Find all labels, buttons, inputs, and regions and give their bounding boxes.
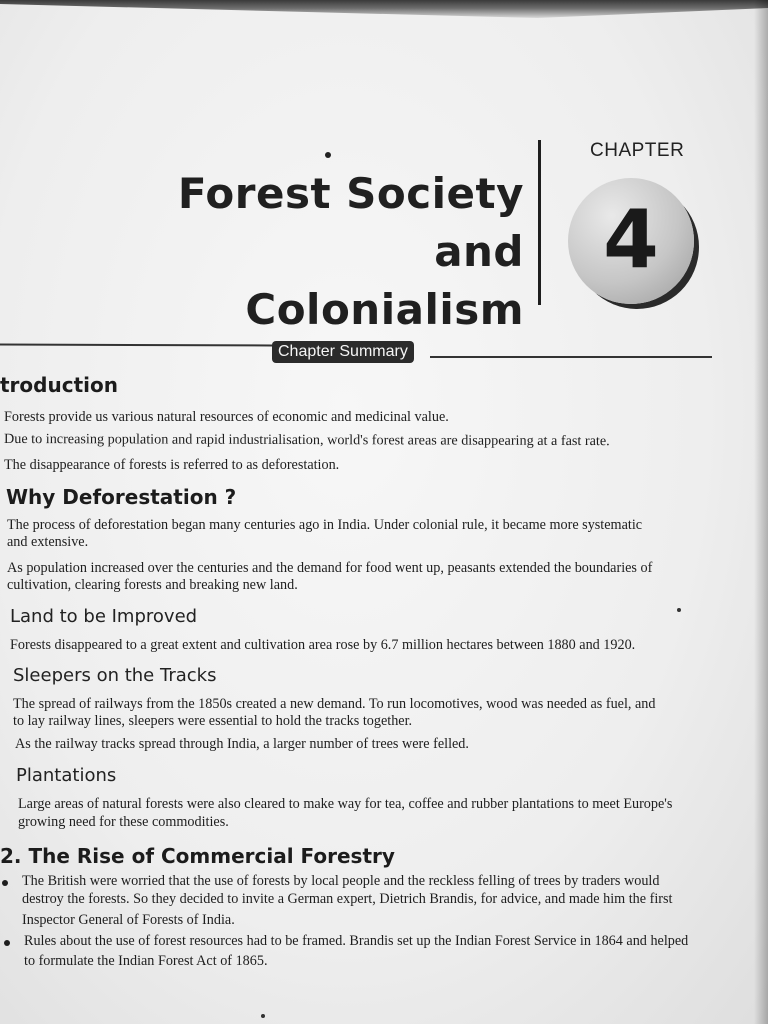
sleepers-p2: As the railway tracks spread through India, a larger number of trees were felled. <box>15 736 469 752</box>
land-improved-text: Forests disappeared to a great extent and cultivation area rose by 6.7 million hectares between 1880 and 1920. <box>10 637 636 653</box>
sleepers-p1-line-1: The spread of railways from the 1850s created a new demand. To run locomotives, wood was needed as fuel, and <box>13 696 656 712</box>
sleepers-p1-line-2: to lay railway lines, sleepers were essential to hold the tracks together. <box>13 713 413 729</box>
summary-rule-right <box>430 356 712 358</box>
chapter-number-badge <box>568 178 694 304</box>
summary-rule-left <box>0 344 272 346</box>
section-heading-commercial-forestry: 2. The Rise of Commercial Forestry <box>0 844 395 868</box>
forestry-bullet-1-line-3: Inspector General of Forests of India. <box>22 912 235 928</box>
page-speck <box>677 608 681 612</box>
section-heading-why-deforestation: Why Deforestation ? <box>6 485 237 509</box>
page-top-edge-shadow <box>0 0 768 20</box>
forestry-bullet-1-line-2: destroy the forests. So they decided to invite a German expert, Dietrich Brandis, for advice, and made him the first <box>22 891 673 907</box>
forestry-bullet-1-line-1: The British were worried that the use of forests by local people and the reckless felling of trees by traders would <box>22 873 660 889</box>
chapter-title-line-1: Forest Society and <box>177 169 524 276</box>
chapter-label: CHAPTER <box>590 140 685 161</box>
page-right-edge-shadow <box>754 0 768 1024</box>
why-deforestation-p1-line-2: and extensive. <box>7 534 89 550</box>
chapter-title-line-2: Colonialism <box>245 285 524 334</box>
subheading-land-to-be-improved: Land to be Improved <box>10 606 198 627</box>
intro-line-3: The disappearance of forests is referred to as deforestation. <box>4 457 340 473</box>
chapter-title <box>100 165 524 339</box>
plantations-line-1: Large areas of natural forests were also cleared to make way for tea, coffee and rubber plantations to meet Europe's <box>18 796 673 812</box>
intro-line-2: Due to increasing population and rapid industrialisation, world's forest areas are disappearing at a fast rate. <box>3 431 610 450</box>
why-deforestation-p2-line-1: As population increased over the centuries and the demand for food went up, peasants extended the boundaries of <box>7 560 653 576</box>
why-deforestation-p2-line-2: cultivation, clearing forests and breaking new land. <box>7 577 298 593</box>
section-heading-introduction: troduction <box>0 373 118 397</box>
title-ornament-dot <box>325 152 331 158</box>
forestry-bullet-2-line-1: Rules about the use of forest resources had to be framed. Brandis set up the Indian Forest Service in 1864 and helped <box>24 933 689 949</box>
plantations-line-2: growing need for these commodities. <box>18 814 229 830</box>
forestry-bullet-2-line-2: to formulate the Indian Forest Act of 1865. <box>24 953 268 969</box>
subheading-sleepers-on-the-tracks: Sleepers on the Tracks <box>13 665 217 686</box>
title-divider <box>538 140 541 305</box>
intro-line-1: Forests provide us various natural resources of economic and medicinal value. <box>4 409 449 425</box>
page-speck <box>261 1014 265 1018</box>
chapter-summary-tag: Chapter Summary <box>272 341 414 363</box>
why-deforestation-p1-line-1: The process of deforestation began many centuries ago in India. Under colonial rule, it became more systematic <box>7 517 643 533</box>
chapter-number: 4 <box>603 193 659 286</box>
bullet-marker <box>4 940 10 946</box>
bullet-marker <box>2 880 8 886</box>
subheading-plantations: Plantations <box>16 765 117 786</box>
